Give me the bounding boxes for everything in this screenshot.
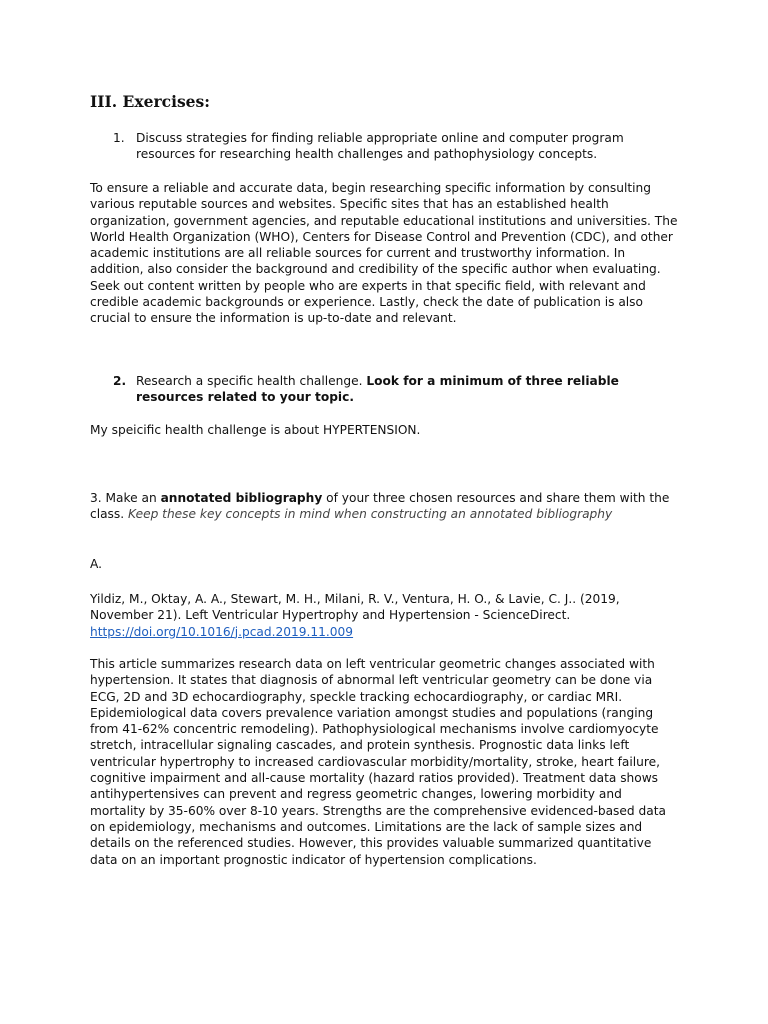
- exercise-text-2: [136, 373, 682, 406]
- exercise-text-2-plain: Research a specific health challenge.: [136, 374, 367, 388]
- exercise-3-italic: Keep these key concepts in mind when constructing an annotated bibliography: [128, 507, 613, 522]
- summary-paragraph: This article summarizes research data on left ventricular geometric changes associated with hypertension. It states that diagnosis of abnormal left ventricular geometry can be done via ECG, 2D and 3D echocardiography, speckle tracking echocardiography, or cardiac MRI. Epidemiological data covers prevalence variation amongst studies and populations (ranging from 41-62% concentric remodeling). Pathophysiological mechanisms involve cardiomyocyte stretch, intracellular signaling cascades, and protein synthesis. Prognostic data links left ventricular hypertrophy to increased cardiovascular morbidity/mortality, stroke, heart failure, cognitive impairment and all-cause mortality (hazard ratios provided). Treatment data shows antihypertensives can prevent and regress geometric changes, lowering morbidity and mortality by 35-60% over 8-10 years. Strengths are the comprehensive evidenced-based data on epidemiology, mechanisms and outcomes. Limitations are the lack of sample sizes and details on the referenced studies. However, this provides valuable summarized quantitative data on an important prognostic indicator of hypertension complications.: [90, 657, 666, 867]
- exercise-text-1: Discuss strategies for finding reliable appropriate online and computer program resources for researching health challenges and pathophysiology concepts.: [136, 131, 624, 162]
- exercise-item-3: [90, 490, 680, 523]
- exercise-number-2: 2.: [113, 374, 127, 388]
- exercise-3-bold: annotated bibliography: [160, 491, 323, 505]
- citation-doi-link[interactable]: https://doi.org/10.1016/j.pcad.2019.11.009: [90, 624, 354, 639]
- label-a: A.: [90, 557, 102, 571]
- section-heading: III. Exercises:: [90, 92, 210, 111]
- exercise-number-1: 1.: [113, 131, 125, 145]
- answer-paragraph-1: To ensure a reliable and accurate data, begin researching specific information by consulting various reputable sources and websites. Specific sites that has an established health organization, government agencies, and reputable educational institutions and universities. The World Health Organization (WHO), Centers for Disease Control and Prevention (CDC), and other academic institutions are all reliable sources for current and trustworthy information. In addition, also consider the background and credibility of the specific author when evaluating. Seek out content written by people who are experts in that specific field, with relevant and credible academic backgrounds or experience. Lastly, check the date of publication is also crucial to ensure the information is up-to-date and relevant.: [90, 181, 678, 326]
- exercise-text-2-bold: Look for a minimum of three reliable resources related to your topic.: [136, 374, 619, 405]
- citation-text: Yildiz, M., Oktay, A. A., Stewart, M. H., Milani, R. V., Ventura, H. O., & Lavie, C. J.. (2019, November 21). Left Ventricular Hypertrophy and Hypertension - ScienceDirect.: [90, 592, 620, 623]
- citation: [90, 591, 680, 640]
- exercise-3-prefix: 3. Make an: [90, 491, 161, 505]
- answer-paragraph-2: My speicific health challenge is about HYPERTENSION.: [90, 423, 421, 437]
- exercise-3-middle: of your three chosen resources and share them with the class.: [90, 491, 670, 522]
